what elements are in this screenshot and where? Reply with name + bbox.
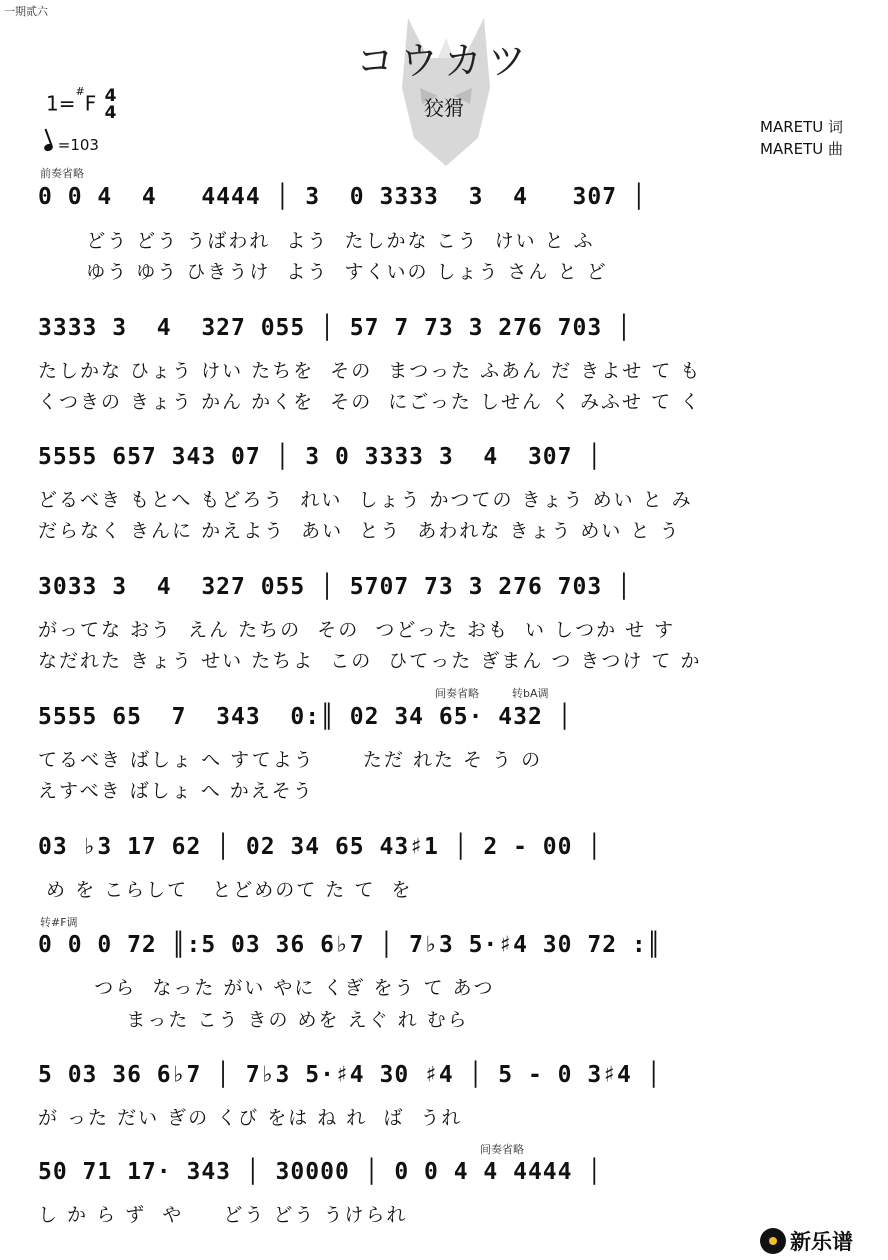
lyrics-row-2-verse-2: くつきの きょう かん かくを その にごった しせん く みふせ て く bbox=[38, 391, 702, 413]
lyrics-row-6-verse-1: め を こらして とどめのて た て を bbox=[38, 879, 413, 901]
lyrics-row-3-verse-2: だらなく きんに かえよう あい とう あわれな きょう めい と う bbox=[38, 520, 681, 542]
tempo-marking bbox=[44, 136, 99, 154]
time-signature bbox=[105, 88, 117, 122]
notes-row-1: 0 0 4 4 4444 │ 3 0 3333 3 4 307 │ bbox=[38, 184, 647, 210]
lyrics-row-4-verse-1: がってな おう えん たちの その つどった おも い しつか せ す bbox=[38, 619, 676, 641]
notes-row-2: 3333 3 4 327 055 │ 57 7 73 3 276 703 │ bbox=[38, 315, 632, 341]
lyrics-row-4-verse-2: なだれた きょう せい たちよ この ひてった ぎまん つ きつけ て か bbox=[38, 650, 702, 672]
key-letter: F bbox=[84, 91, 97, 116]
song-title: コウカツ bbox=[355, 39, 532, 83]
lyrics-row-8-verse-1: が った だい ぎの くび をは ね れ ば うれ bbox=[38, 1107, 463, 1129]
notes-row-5: 5555 65 7 343 0:║ 02 34 65· 432 │ bbox=[38, 704, 573, 730]
meter-bottom: 4 bbox=[104, 103, 117, 123]
notes-row-8: 5 03 36 6♭7 │ 7♭3 5·♯4 30 ♯4 │ 5 - 0 3♯4 │ bbox=[38, 1062, 662, 1088]
lyrics-row-1-verse-2: ゆう ゆう ひきうけ よう すくいの しょう さん と ど bbox=[38, 261, 608, 283]
key-change-note-bA: 转bA调 bbox=[512, 687, 549, 700]
quarter-note-icon bbox=[43, 143, 54, 153]
lyrics-row-5-verse-1: てるべき ばしょ へ すてよう ただ れた そ う の bbox=[38, 749, 543, 771]
key-sharp: # bbox=[75, 85, 85, 98]
tempo-value: =103 bbox=[57, 136, 99, 154]
interlude-note-1: 间奏省略 bbox=[435, 687, 479, 700]
prelude-note: 前奏省略 bbox=[40, 167, 84, 180]
key-signature bbox=[46, 85, 117, 123]
lyrics-row-7-verse-1: つら なった がい やに くぎ をう て あつ bbox=[38, 977, 495, 999]
notes-row-4: 3033 3 4 327 055 │ 5707 73 3 276 703 │ bbox=[38, 574, 632, 600]
key-change-note-F: 转#F调 bbox=[40, 916, 78, 929]
notes-row-3: 5555 657 343 07 │ 3 0 3333 3 4 307 │ bbox=[38, 444, 603, 470]
key-prefix: 1= bbox=[46, 91, 76, 116]
notes-row-9: 50 71 17· 343 │ 30000 │ 0 0 4 4 4444 │ bbox=[38, 1159, 603, 1185]
lyricist-credit: MARETU 词 bbox=[760, 118, 844, 136]
lyrics-row-9-verse-1: し か ら ず や どう どう うけられ bbox=[38, 1204, 408, 1226]
lyrics-row-7-verse-2: まった こう きの めを えぐ れ むら bbox=[38, 1009, 469, 1031]
site-logo bbox=[760, 1226, 882, 1256]
song-subtitle: 狡猾 bbox=[424, 96, 464, 120]
corner-label: 一期贰六 bbox=[4, 5, 48, 18]
notes-row-6: 03 ♭3 17 62 │ 02 34 65 43♯1 │ 2 - 00 │ bbox=[38, 834, 603, 860]
lyrics-row-1-verse-1: どう どう うばわれ よう たしかな こう けい と ふ bbox=[38, 230, 595, 252]
lyrics-row-2-verse-1: たしかな ひょう けい たちを その まつった ふあん だ きよせ て も bbox=[38, 360, 702, 382]
notes-row-7: 0 0 0 72 ║:5 03 36 6♭7 │ 7♭3 5·♯4 30 72 :║ bbox=[38, 932, 662, 958]
interlude-note-2: 间奏省略 bbox=[480, 1143, 524, 1156]
vinyl-disc-icon bbox=[760, 1228, 786, 1254]
lyrics-row-5-verse-2: えすべき ばしょ へ かえそう bbox=[38, 780, 314, 802]
lyrics-row-3-verse-1: どるべき もとへ もどろう れい しょう かつての きょう めい と み bbox=[38, 489, 693, 511]
composer-credit: MARETU 曲 bbox=[760, 140, 844, 158]
logo-text: 新乐谱 bbox=[790, 1230, 853, 1254]
meter-top: 4 bbox=[104, 86, 117, 106]
